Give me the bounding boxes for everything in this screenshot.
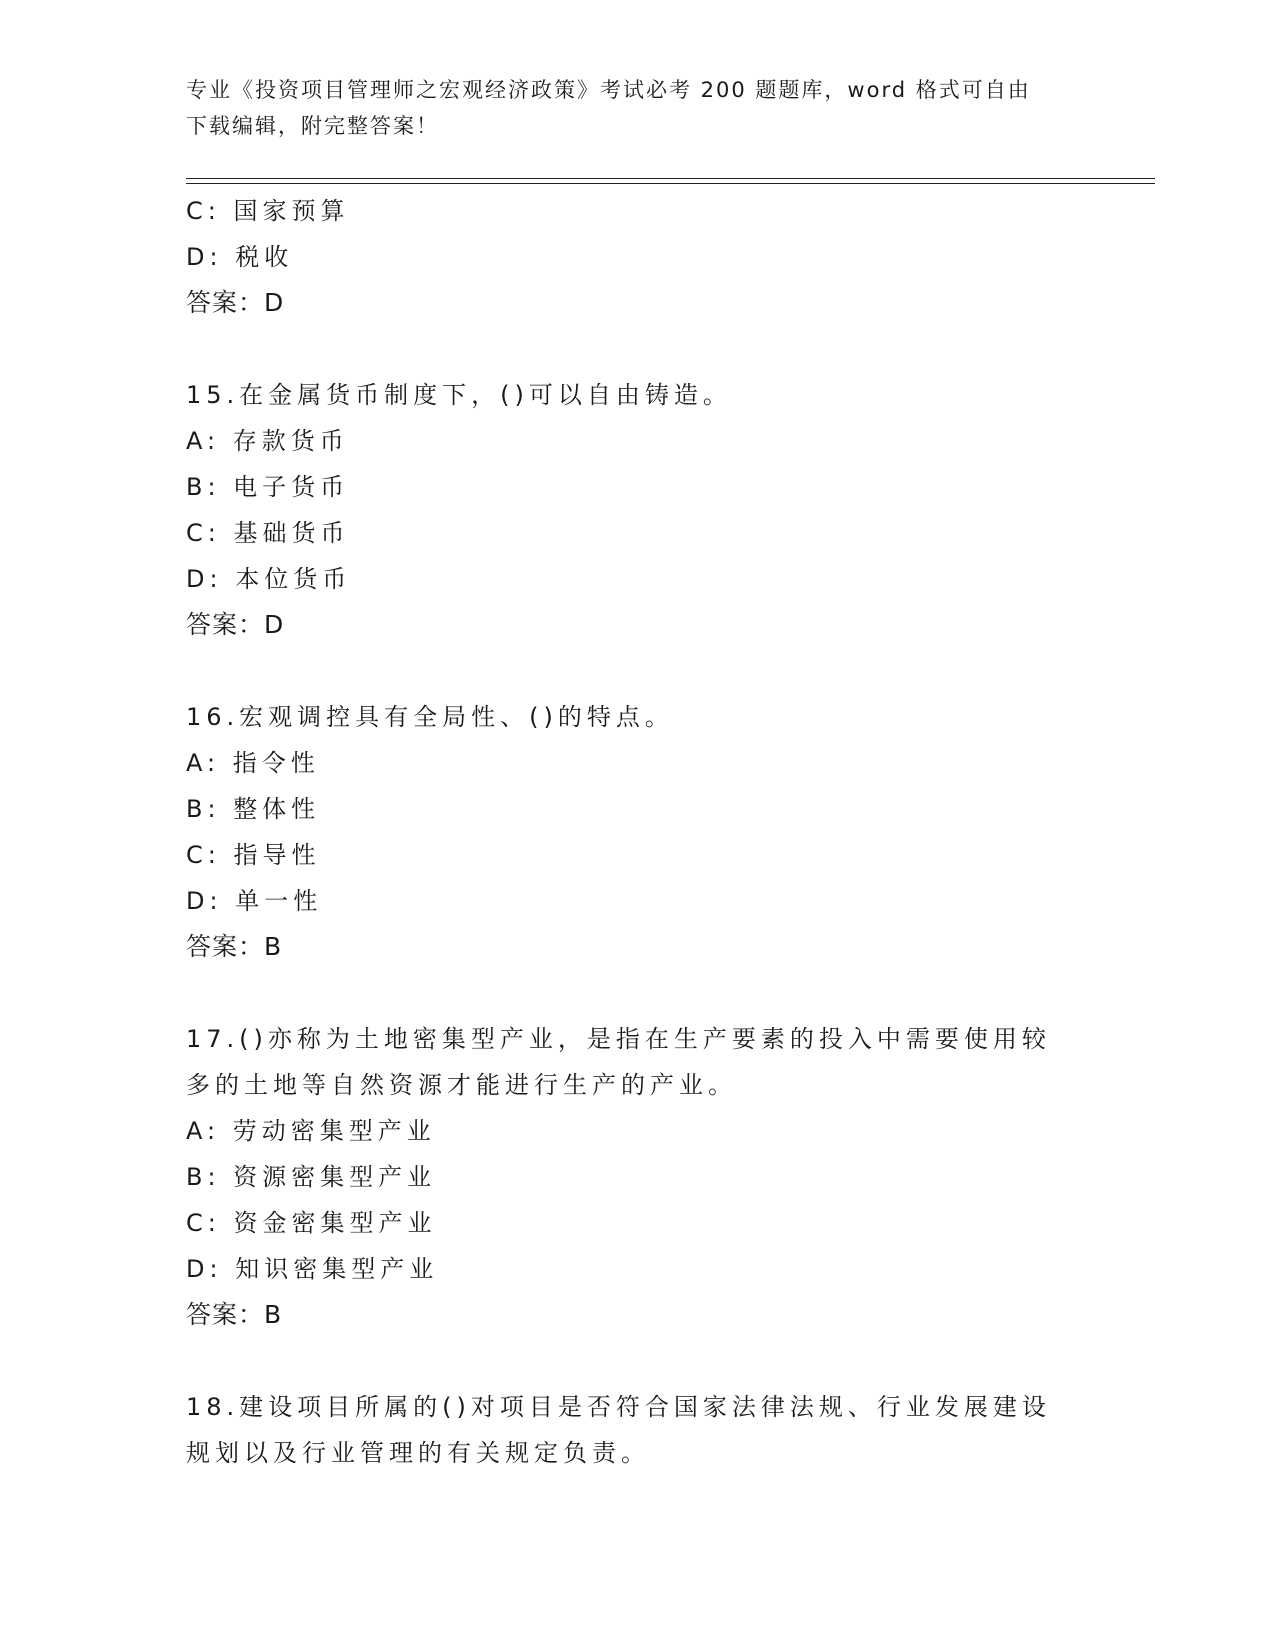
option-c: C: 资金密集型产业 [186,1209,437,1237]
option-a: A: 存款货币 [186,427,349,455]
option-d: D: 知识密集型产业 [186,1255,439,1283]
answer: 答案：D [186,288,285,317]
option-b: B: 整体性 [186,795,321,823]
header-rule-top [186,178,1155,179]
option-a: A: 指令性 [186,749,320,777]
option-a: A: 劳动密集型产业 [186,1117,436,1145]
question-stem: 15.在金属货币制度下，()可以自由铸造。 [186,381,732,409]
option-d: D: 税收 [186,243,294,271]
option-b: B: 电子货币 [186,473,350,501]
question-16 [186,694,1086,970]
document-header [186,72,1066,144]
option-c: C: 基础货币 [186,519,350,547]
option-c: C: 指导性 [186,841,321,869]
option-d: D: 本位货币 [186,565,352,593]
question-stem: 18.建设项目所属的()对项目是否符合国家法律法规、行业发展建设规划以及行业管理的有关规定负责。 [186,1393,1051,1467]
answer: 答案：B [186,1300,283,1329]
question-17 [186,1016,1086,1338]
question-18 [186,1384,1086,1476]
option-b: B: 资源密集型产业 [186,1163,437,1191]
question-15 [186,372,1086,648]
header-rule-bottom [186,183,1155,184]
option-c: C: 国家预算 [186,197,350,225]
question-stem: 16.宏观调控具有全局性、()的特点。 [186,703,674,731]
answer: 答案：B [186,932,283,961]
question-list [186,188,1086,1476]
header-title-line2: 下载编辑，附完整答案！ [186,114,439,138]
option-d: D: 单一性 [186,887,323,915]
question-stem: 17.()亦称为土地密集型产业，是指在生产要素的投入中需要使用较多的土地等自然资源才能进行生产的产业。 [186,1025,1051,1099]
question-14-tail [186,188,1086,326]
answer: 答案：D [186,610,285,639]
header-title-line1: 专业《投资项目管理师之宏观经济政策》考试必考 200 题题库，word 格式可自由 [186,78,1031,102]
